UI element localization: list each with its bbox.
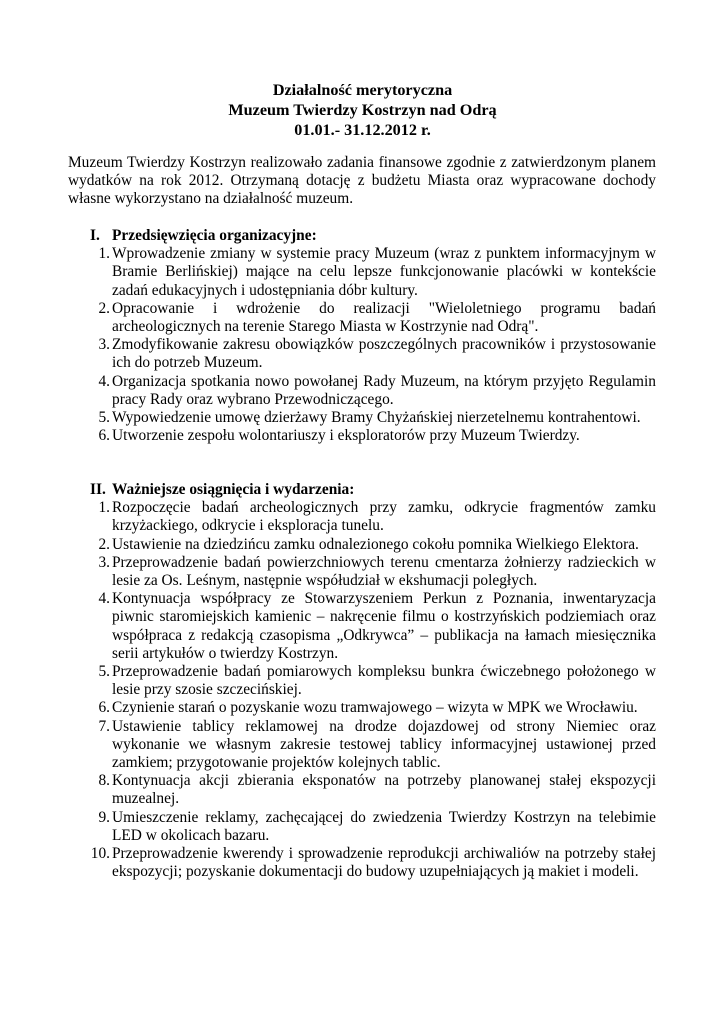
- list-item: [80, 590, 656, 663]
- list-item-text: Ustawienie tablicy reklamowej na drodze dojazdowej od strony Niemiec oraz wykonanie we własnym zakresie testowej tablicy informacyjnej ustawionej przed zamkiem; przygotowanie projektów kolejnych tablic.: [112, 717, 656, 772]
- list-item: [80, 409, 656, 427]
- list-item: [80, 245, 656, 300]
- intro-paragraph: Muzeum Twierdzy Kostrzyn realizowało zadania finansowe zgodnie z zatwierdzonym planem wydatków na rok 2012. Otrzymaną dotację z budżetu Miasta oraz wypracowane dochody własne wykorzystano na działalność muzeum.: [68, 154, 656, 208]
- section-list: [80, 499, 656, 881]
- section-heading: [80, 227, 656, 245]
- list-item: [80, 373, 656, 409]
- list-item: [80, 499, 656, 535]
- list-item: [80, 554, 656, 590]
- section-heading-text: Przedsięwzięcia organizacyjne:: [112, 227, 317, 244]
- list-item-number: 2.: [98, 299, 110, 317]
- list-item: [80, 718, 656, 773]
- section-list: [80, 245, 656, 445]
- list-item: [80, 663, 656, 699]
- list-item-number: 6.: [98, 699, 110, 717]
- section-number: II.: [90, 481, 106, 498]
- list-item-text: Organizacja spotkania nowo powołanej Rady Muzeum, na którym przyjęto Regulamin pracy Rady oraz wybrano Przewodniczącego.: [112, 372, 656, 408]
- list-item: [80, 809, 656, 845]
- list-item-text: Czynienie starań o pozyskanie wozu tramwajowego – wizyta w MPK we Wrocławiu.: [112, 699, 638, 717]
- list-item-text: Kontynuacja akcji zbierania eksponatów na potrzeby planowanej stałej ekspozycji muzealnej.: [112, 772, 656, 808]
- list-item-number: 6.: [98, 427, 110, 445]
- section-organizational: [80, 227, 656, 445]
- list-item: [80, 772, 656, 808]
- list-item: [80, 300, 656, 336]
- list-item-number: 3.: [98, 553, 110, 571]
- list-item-number: 10.: [90, 845, 110, 863]
- list-item-text: Przeprowadzenie badań powierzchniowych terenu cmentarza żołnierzy radzieckich w lesie za Os. Leśnym, następnie współudział w ekshumacji poległych.: [112, 553, 656, 589]
- section-heading-text: Ważniejsze osiągnięcia i wydarzenia:: [112, 481, 355, 498]
- list-item-number: 7.: [98, 717, 110, 735]
- list-item-number: 4.: [98, 372, 110, 390]
- list-item: [80, 427, 656, 445]
- list-item: [80, 536, 656, 554]
- list-item-text: Zmodyfikowanie zakresu obowiązków poszczególnych pracowników i przystosowanie ich do potrzeb Muzeum.: [112, 336, 656, 372]
- list-item-text: Kontynuacja współpracy ze Stowarzyszeniem Perkun z Poznania, inwentaryzacja piwnic staromiejskich kamienic – nakręcenie filmu o kostrzyńskich podziemiach oraz współpraca z redakcją czasopisma „Odkrywca” – publikacja na łamach miesięcznika serii artykułów o twierdzy Kostrzyn.: [112, 590, 656, 662]
- title-line: Działalność merytoryczna: [272, 81, 453, 99]
- list-item-number: 8.: [98, 772, 110, 790]
- list-item-number: 4.: [98, 590, 110, 608]
- list-item-number: 1.: [98, 245, 110, 263]
- list-item-number: 2.: [98, 535, 110, 553]
- list-item-text: Opracowanie i wdrożenie do realizacji "Wieloletniego programu badań archeologicznych na terenie Starego Miasta w Kostrzynie nad Odrą".: [112, 299, 656, 335]
- section-heading: [80, 481, 656, 499]
- list-item-number: 5.: [98, 663, 110, 681]
- list-item-number: 5.: [98, 409, 110, 427]
- section-number: I.: [90, 227, 100, 244]
- list-item-text: Utworzenie zespołu wolontariuszy i eksploratorów przy Muzeum Twierdzy.: [112, 427, 580, 445]
- list-item-number: 3.: [98, 336, 110, 354]
- list-item: [80, 336, 656, 372]
- title-line: Muzeum Twierdzy Kostrzyn nad Odrą: [228, 101, 497, 119]
- list-item: [80, 845, 656, 881]
- section-achievements: [80, 481, 656, 881]
- list-item-text: Ustawienie na dziedzińcu zamku odnalezionego cokołu pomnika Wielkiego Elektora.: [112, 535, 639, 553]
- list-item-number: 1.: [98, 499, 110, 517]
- list-item-text: Rozpoczęcie badań archeologicznych przy zamku, odkrycie fragmentów zamku krzyżackiego, odkrycie i eksploracja tunelu.: [112, 499, 656, 535]
- list-item-text: Wprowadzenie zmiany w systemie pracy Muzeum (wraz z punktem informacyjnym w Bramie Berlińskiej) mające na celu lepsze funkcjonowanie placówki w kontekście zadań edukacyjnych i udostępniania dóbr kultury.: [112, 245, 656, 299]
- list-item-text: Przeprowadzenie kwerendy i sprowadzenie reprodukcji archiwaliów na potrzeby stałej ekspozycji; pozyskanie dokumentacji do budowy uzupełniających ją makiet i modeli.: [112, 845, 656, 881]
- list-item-text: Umieszczenie reklamy, zachęcającej do zwiedzenia Twierdzy Kostrzyn na telebimie LED w okolicach bazaru.: [112, 808, 656, 844]
- list-item: [80, 699, 656, 717]
- list-item-number: 9.: [98, 808, 110, 826]
- document-title: [0, 80, 725, 140]
- list-item-text: Wypowiedzenie umowę dzierżawy Bramy Chyżańskiej nierzetelnemu kontrahentowi.: [112, 409, 641, 427]
- list-item-text: Przeprowadzenie badań pomiarowych kompleksu bunkra ćwiczebnego położonego w lesie przy szosie szczecińskiej.: [112, 663, 656, 699]
- title-line: 01.01.- 31.12.2012 r.: [294, 121, 431, 139]
